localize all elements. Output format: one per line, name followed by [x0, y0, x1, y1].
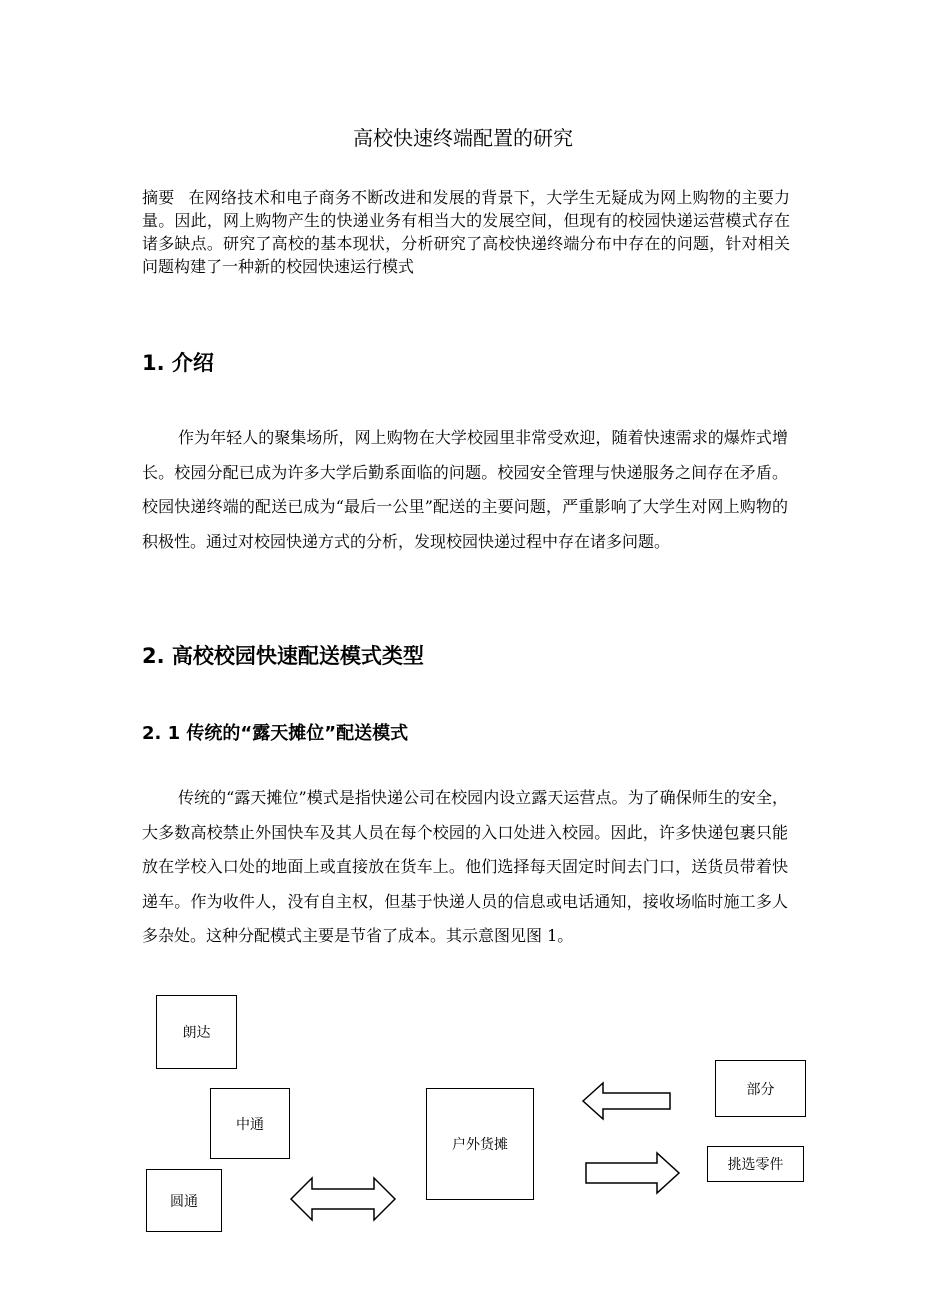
section-2-1-paragraph: 传统的“露天摊位”模式是指快递公司在校园内设立露天运营点。为了确保师生的安全，大多数高校禁止外国快车及其人员在每个校园的入口处进入校园。因此，许多快递包裹只能放在学校入口处的地面上或直接放在货车上。他们选择每天固定时间去门口，送货员带着快递车。作为收件人，没有自主权，但基于快递人员的信息或电话通知，接收场临时施工多人多杂处。这种分配模式主要是节省了成本。其示意图见图 1。 [142, 788, 788, 945]
abstract [142, 186, 790, 278]
left-arrow-icon [582, 1082, 672, 1120]
box-langda: 朗达 [156, 995, 237, 1069]
double-arrow-icon [290, 1176, 396, 1222]
section-2-heading: 2. 高校校园快速配送模式类型 [142, 644, 424, 668]
abstract-label: 摘要 [142, 188, 175, 207]
section-1-heading: 1. 介绍 [142, 351, 214, 375]
box-part: 部分 [715, 1060, 806, 1117]
box-outdoor-stall: 户外货摊 [426, 1088, 534, 1200]
section-2-1-heading: 2. 1 传统的“露天摊位”配送模式 [142, 723, 409, 744]
box-pick-parts: 挑选零件 [707, 1146, 804, 1182]
abstract-text: 在网络技术和电子商务不断改进和发展的背景下，大学生无疑成为网上购物的主要力量。因此，网上购物产生的快递业务有相当大的发展空间，但现有的校园快递运营模式存在诸多缺点。研究了高校的基本现状，分析研究了高校快递终端分布中存在的问题，针对相关问题构建了一种新的校园快速运行模式 [142, 188, 790, 276]
box-yuantong: 圆通 [146, 1169, 222, 1232]
section-1-paragraph: 作为年轻人的聚集场所，网上购物在大学校园里非常受欢迎，随着快速需求的爆炸式增长。校园分配已成为许多大学后勤系面临的问题。校园安全管理与快递服务之间存在矛盾。校园快递终端的配送已成为“最后一公里”配送的主要问题，严重影响了大学生对网上购物的积极性。通过对校园快递方式的分析，发现校园快递过程中存在诸多问题。 [142, 428, 788, 551]
paper-title: 高校快速终端配置的研究 [353, 126, 573, 150]
box-zhongtong: 中通 [210, 1088, 290, 1159]
right-arrow-icon [585, 1152, 680, 1194]
